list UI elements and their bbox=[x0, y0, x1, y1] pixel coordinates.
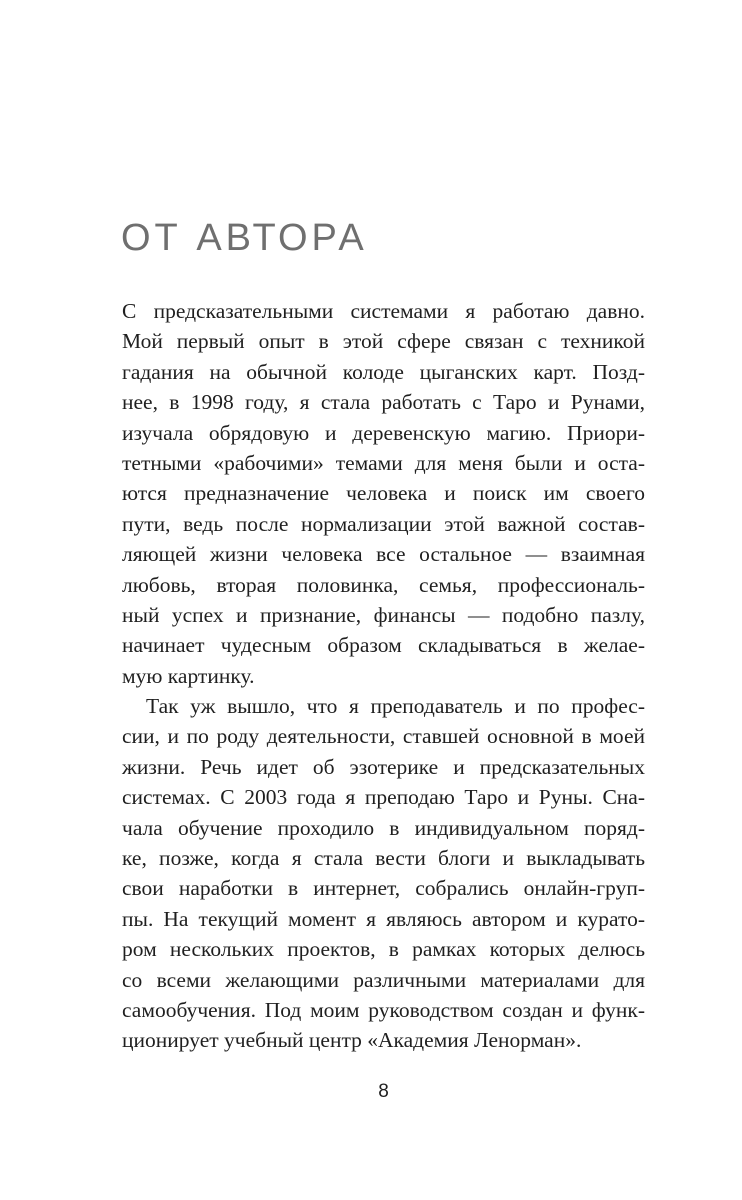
paragraph bbox=[122, 296, 645, 691]
text-line: ляющей жизни человека все остальное — взаимная bbox=[122, 542, 645, 567]
text-line: изучала обрядовую и деревенскую магию. Приори- bbox=[122, 420, 645, 445]
text-line: мую картинку. bbox=[122, 663, 255, 688]
paragraph bbox=[122, 691, 645, 1056]
text-line: самообучения. Под моим руководством создан и функ- bbox=[122, 997, 645, 1022]
text-line: любовь, вторая половинка, семья, профессиональ- bbox=[122, 572, 645, 597]
text-line: гадания на обычной колоде цыганских карт. Позд- bbox=[122, 359, 645, 384]
text-line: ке, позже, когда я стала вести блоги и выкладывать bbox=[122, 846, 645, 871]
text-line: сии, и по роду деятельности, ставшей основной в моей bbox=[122, 724, 645, 749]
text-line: пы. На текущий момент я являюсь автором и курато- bbox=[122, 906, 645, 931]
text-line: со всеми желающими различными материалами для bbox=[122, 967, 645, 992]
text-line: ром нескольких проектов, в рамках которых делюсь bbox=[122, 937, 645, 962]
text-line: свои наработки в интернет, собрались онлайн-груп- bbox=[122, 876, 645, 901]
text-line: ционирует учебный центр «Академия Ленорман». bbox=[122, 1028, 582, 1053]
text-line: ный успех и признание, финансы — подобно пазлу, bbox=[122, 602, 645, 627]
body-text bbox=[122, 296, 645, 1056]
text-line: Так уж вышло, что я преподаватель и по профес- bbox=[146, 694, 645, 719]
text-line: начинает чудесным образом складываться в желае- bbox=[122, 633, 645, 658]
text-line: чала обучение проходило в индивидуальном поряд- bbox=[122, 815, 645, 840]
text-line: пути, ведь после нормализации этой важной состав- bbox=[122, 511, 645, 536]
text-line: системах. С 2003 года я преподаю Таро и Руны. Сна- bbox=[122, 785, 645, 810]
chapter-title: ОТ АВТОРА bbox=[121, 217, 368, 259]
text-line: жизни. Речь идет об эзотерике и предсказательных bbox=[122, 754, 645, 779]
text-line: Мой первый опыт в этой сфере связан с техникой bbox=[122, 329, 645, 354]
text-line: ются предназначение человека и поиск им своего bbox=[122, 481, 645, 506]
text-line: тетными «рабочими» темами для меня были и оста- bbox=[122, 450, 645, 475]
text-line: нее, в 1998 году, я стала работать с Таро и Рунами, bbox=[122, 390, 645, 415]
text-line: С предсказательными системами я работаю давно. bbox=[122, 299, 645, 323]
page-number: 8 bbox=[378, 1081, 389, 1102]
